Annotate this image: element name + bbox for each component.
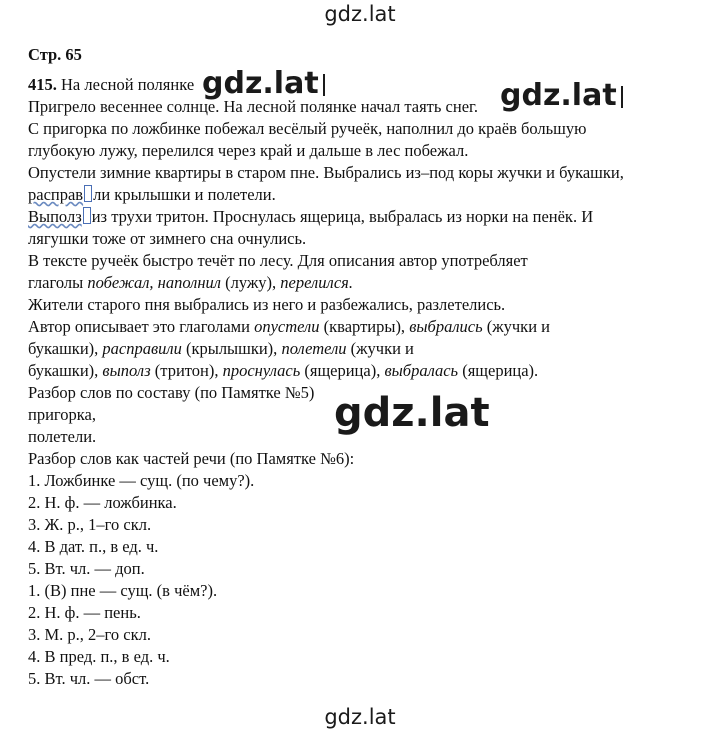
analysis-line: 4. В дат. п., в ед. ч. xyxy=(28,537,159,556)
edit-marker-icon xyxy=(83,207,91,224)
cursor-bar xyxy=(621,86,623,108)
list-item: пригорка, xyxy=(28,405,96,424)
list-item: полетели. xyxy=(28,427,97,446)
text-line: букашки), выполз (тритон), проснулась (ящерица), выбралась (ящерица). xyxy=(28,361,539,380)
analysis-line: 1. (В) пне — сущ. (в чём?). xyxy=(28,581,218,600)
analysis-line: 2. Н. ф. — пень. xyxy=(28,603,141,622)
text-line: глубокую лужу, перелился через край и дальше в лес побежал. xyxy=(28,141,469,160)
watermark-overlay: gdz.lat xyxy=(202,66,325,101)
cursor-bar xyxy=(323,74,325,96)
edit-marker-icon xyxy=(84,185,92,202)
analysis-line: 3. Ж. р., 1–го скл. xyxy=(28,515,152,534)
text-line: лягушки тоже от зимнего сна очнулись. xyxy=(28,229,307,248)
analysis-line: 5. Вт. чл. — доп. xyxy=(28,559,145,578)
analysis-line: 5. Вт. чл. — обст. xyxy=(28,669,150,688)
watermark-top: gdz.lat xyxy=(324,2,396,26)
highlighted-word: расправ xyxy=(28,185,84,204)
analysis-line: 2. Н. ф. — ложбинка. xyxy=(28,493,177,512)
text-line: расправ ли крылышки и полетели. xyxy=(28,185,276,204)
document-body xyxy=(28,44,708,690)
watermark-overlay: gdz.lat xyxy=(500,78,623,113)
text-line: С пригорка по ложбинке побежал весёлый ручеёк, наполнил до краёв большую xyxy=(28,119,587,138)
text-line: Пригрело весеннее солнце. На лесной полянке начал таять снег. xyxy=(28,97,479,116)
exercise-title: На лесной полянке xyxy=(61,75,195,94)
section-heading: Разбор слов как частей речи (по Памятке №6): xyxy=(28,449,355,468)
analysis-line: 4. В пред. п., в ед. ч. xyxy=(28,647,170,666)
text-line: Автор описывает это глаголами опустели (квартиры), выбрались (жучки и xyxy=(28,317,550,336)
watermark-bottom: gdz.lat xyxy=(324,705,396,729)
section-heading: Разбор слов по составу (по Памятке №5) xyxy=(28,383,315,402)
text-line: глаголы побежал, наполнил (лужу), перелился. xyxy=(28,273,353,292)
text-line: букашки), расправили (крылышки), полетели (жучки и xyxy=(28,339,414,358)
exercise-number: 415. xyxy=(28,75,57,94)
text-line: В тексте ручеёк быстро течёт по лесу. Для описания автор употребляет xyxy=(28,251,528,270)
page-title: Стр. 65 xyxy=(28,45,82,64)
text-line: Жители старого пня выбрались из него и разбежались, разлетелись. xyxy=(28,295,506,314)
analysis-line: 3. М. р., 2–го скл. xyxy=(28,625,151,644)
text-line: Опустели зимние квартиры в старом пне. Выбрались из–под коры жучки и букашки, xyxy=(28,163,624,182)
text-line: Выполз из трухи тритон. Проснулась ящерица, выбралась из норки на пенёк. И xyxy=(28,207,594,226)
highlighted-word: Выполз xyxy=(28,207,82,226)
analysis-line: 1. Ложбинке — сущ. (по чему?). xyxy=(28,471,255,490)
watermark-overlay: gdz.lat xyxy=(334,390,490,436)
